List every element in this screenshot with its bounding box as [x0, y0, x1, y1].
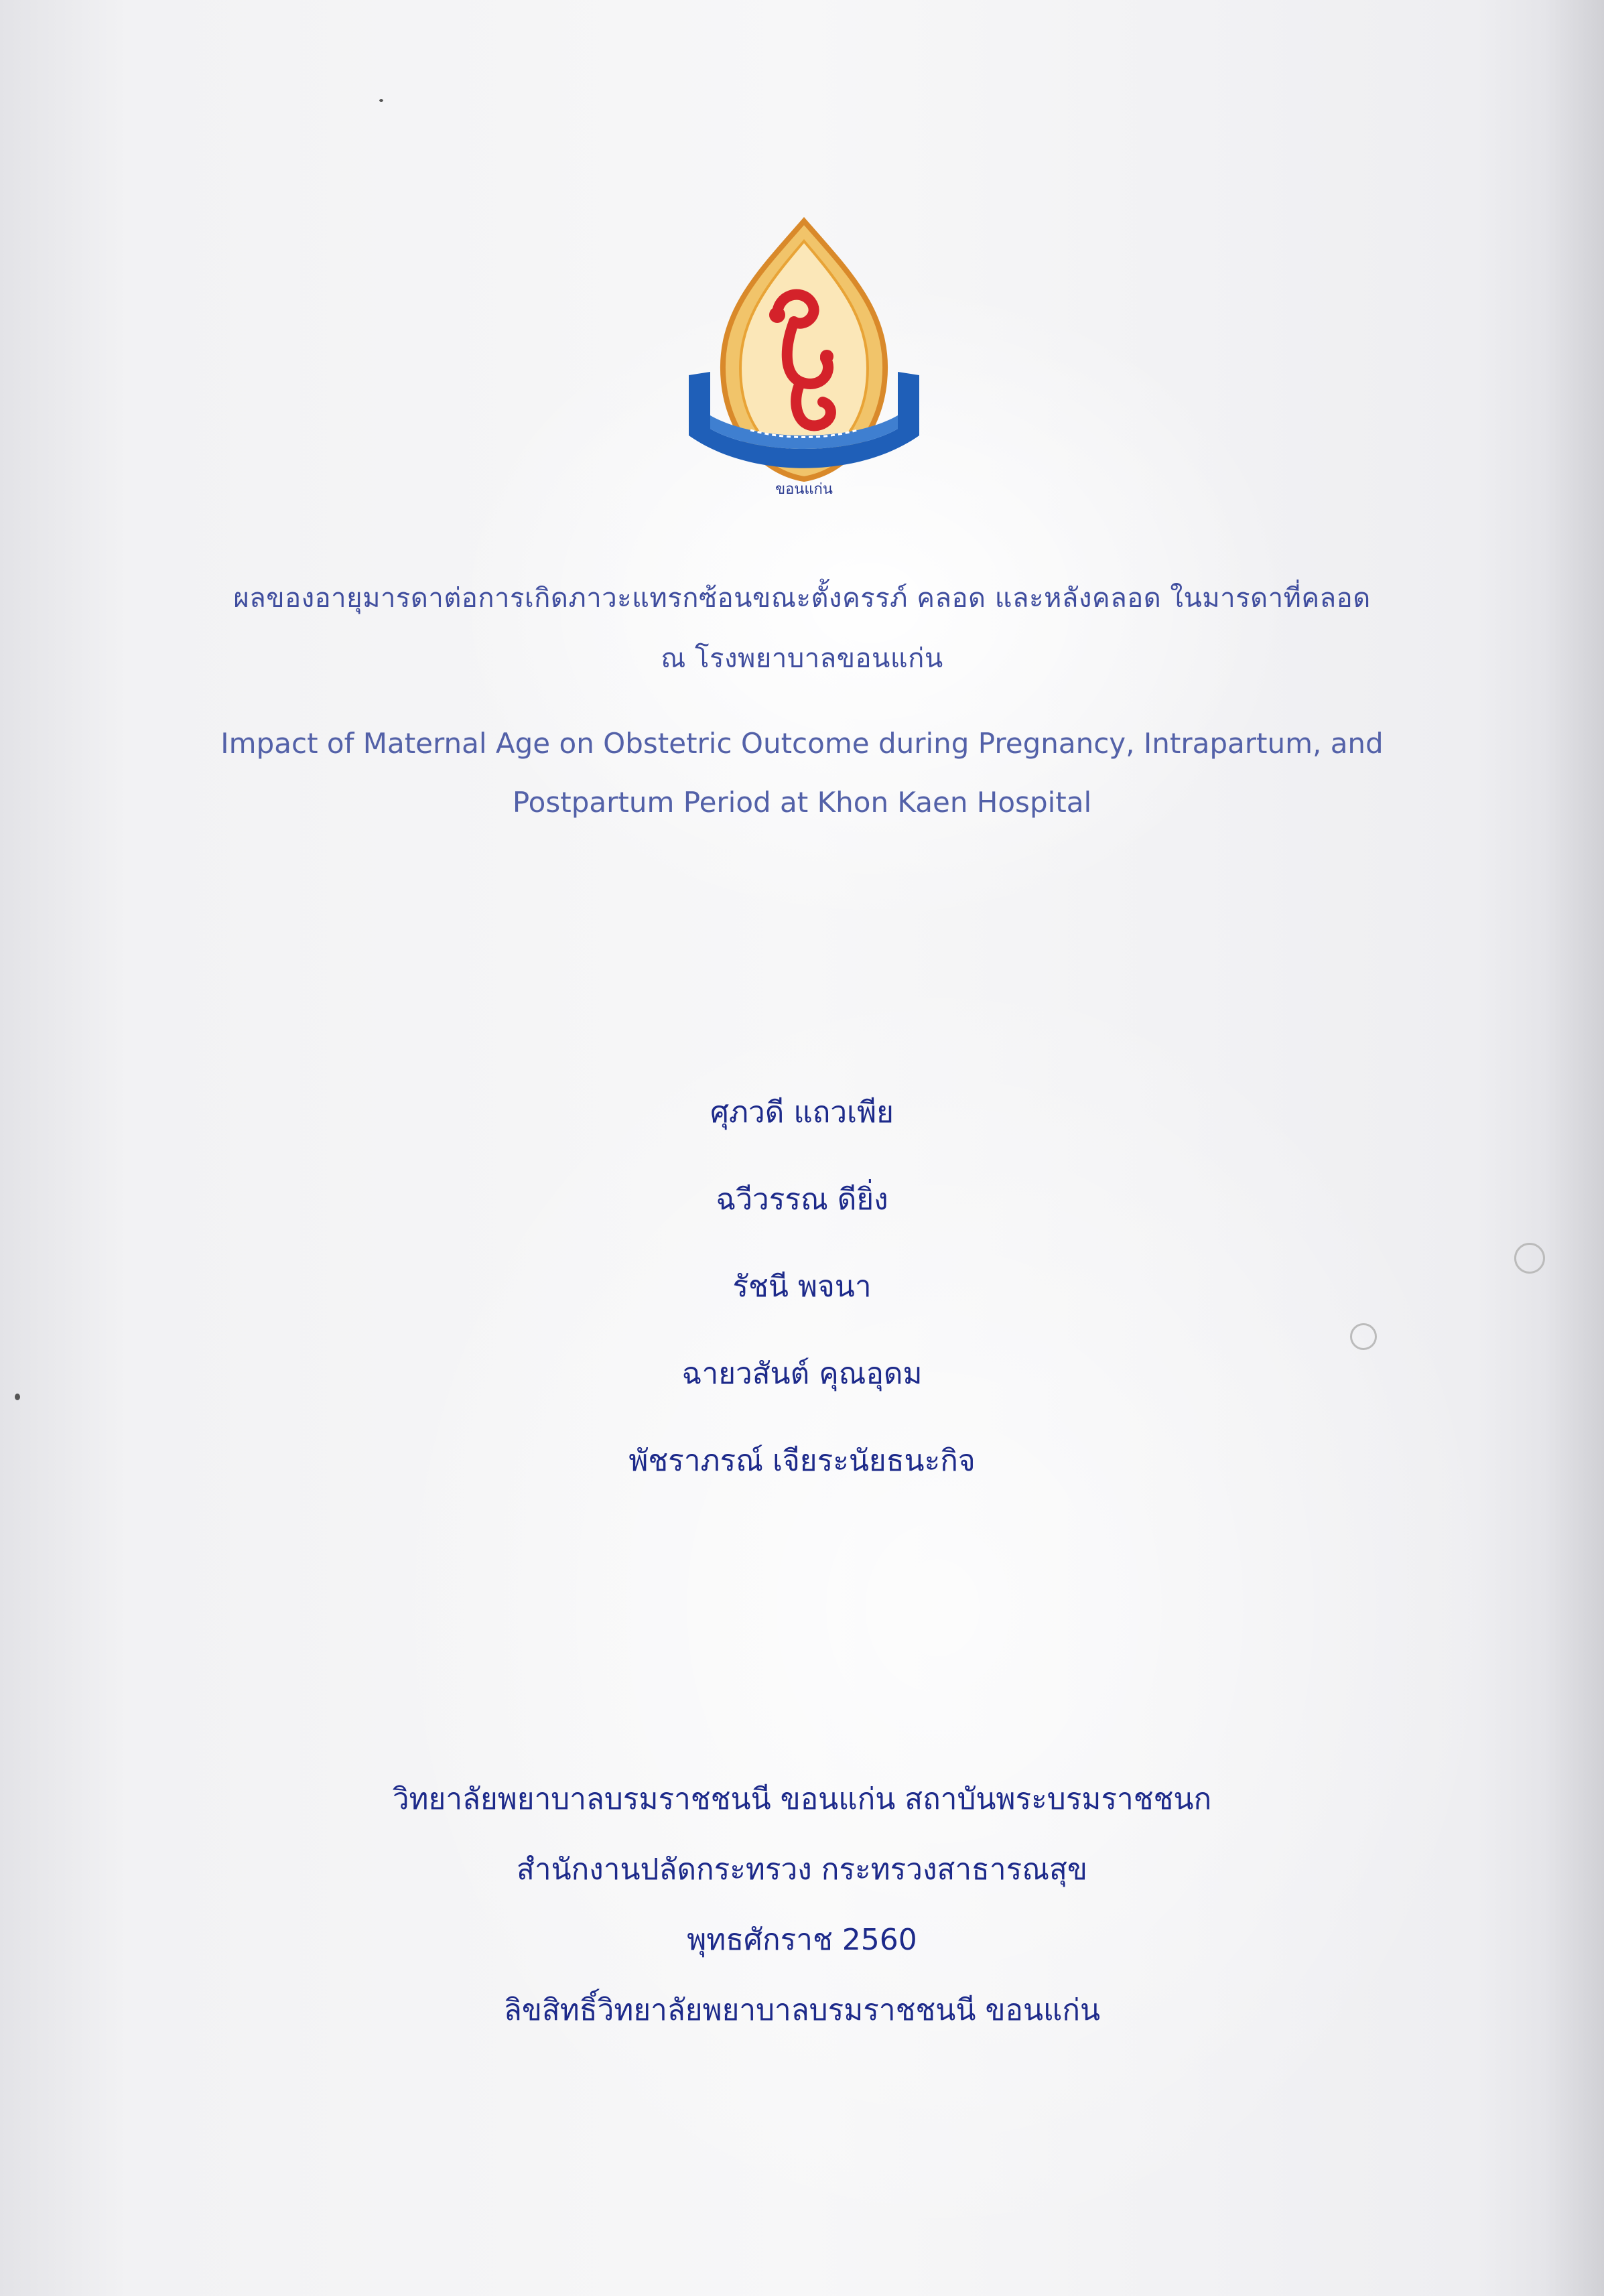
college-emblem-icon	[683, 214, 925, 516]
scan-speck	[1350, 1323, 1377, 1350]
english-title-line-2: Postpartum Period at Khon Kaen Hospital	[512, 786, 1092, 819]
footer-ministry: สำนักงานปลัดกระทรวง กระทรวงสาธารณสุข	[517, 1852, 1087, 1887]
scan-speck	[15, 1394, 20, 1400]
author-2: ฉวีวรรณ ดียิ่ง	[716, 1183, 888, 1217]
author-1: ศุภวดี แถวเพีย	[710, 1095, 894, 1130]
footer-year: พุทธศักราช 2560	[687, 1923, 917, 1957]
page-edge-shadow	[1544, 0, 1604, 2296]
english-title-line-1: Impact of Maternal Age on Obstetric Outcome during Pregnancy, Intrapartum, and	[220, 727, 1384, 760]
thai-title-line-2: ณ โรงพยาบาลขอนแก่น	[661, 643, 943, 674]
scan-speck	[379, 99, 383, 102]
author-3: รัชนี พจนา	[732, 1270, 872, 1304]
author-5: พัชราภรณ์ เจียระนัยธนะกิจ	[628, 1444, 976, 1478]
author-4: ฉายวสันต์ คุณอุดม	[681, 1357, 923, 1391]
thai-title-line-1: ผลของอายุมารดาต่อการเกิดภาวะแทรกซ้อนขณะตั้งครรภ์ คลอด และหลังคลอด ในมารดาที่คลอด	[233, 583, 1371, 614]
emblem-caption: ขอนแก่น	[775, 481, 833, 498]
footer-institution: วิทยาลัยพยาบาลบรมราชชนนี ขอนแก่น สถาบันพระบรมราชชนก	[392, 1782, 1212, 1816]
scan-speck	[1514, 1243, 1545, 1274]
footer-copyright: ลิขสิทธิ์วิทยาลัยพยาบาลบรมราชชนนี ขอนแก่น	[503, 1993, 1101, 2027]
